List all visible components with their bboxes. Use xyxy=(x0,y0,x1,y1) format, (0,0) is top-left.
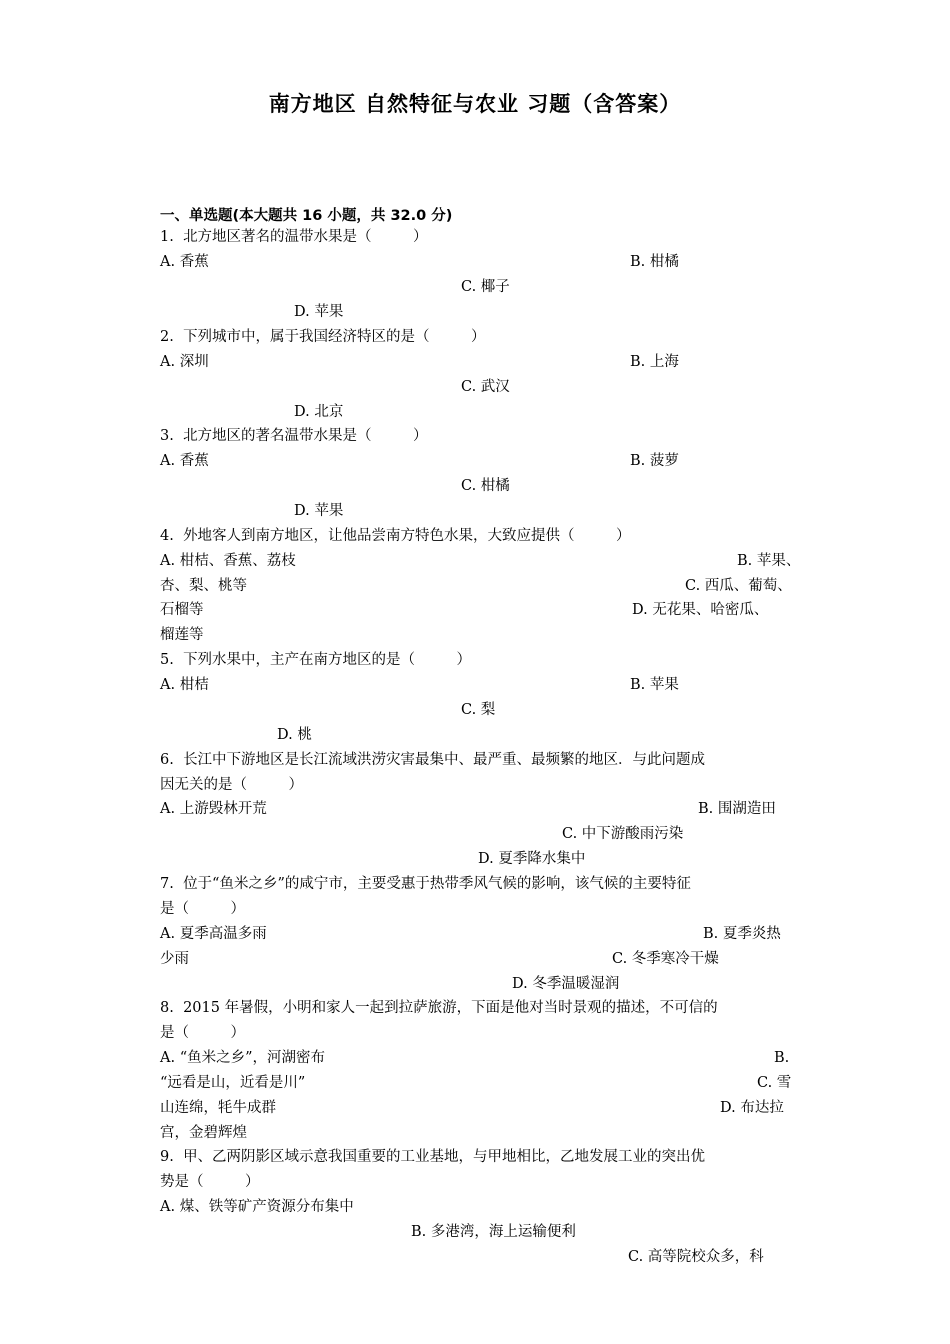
question-8-stem xyxy=(160,999,718,1017)
question-text: 长江中下游地区是长江流域洪涝灾害最集中、最严重、最频繁的地区．与此问题成 xyxy=(183,752,706,768)
question-3-stem xyxy=(160,427,428,445)
option-b[interactable]: B. 苹果、 xyxy=(737,553,801,569)
question-5-stem xyxy=(160,651,471,669)
question-number: 5. xyxy=(160,652,174,668)
question-4-stem xyxy=(160,527,631,545)
option-b-continued[interactable]: 少雨 xyxy=(160,951,189,967)
option-c[interactable]: C. 冬季寒冷干燥 xyxy=(612,951,719,967)
question-text: 下列水果中，主产在南方地区的是（ ） xyxy=(183,652,472,668)
question-1-stem xyxy=(160,228,428,246)
option-b[interactable]: B. xyxy=(774,1050,790,1066)
option-d[interactable]: D. 无花果、哈密瓜、 xyxy=(632,602,769,618)
option-c[interactable]: C. 西瓜、葡萄、 xyxy=(685,578,792,594)
option-b[interactable]: B. 菠萝 xyxy=(630,453,679,469)
option-a[interactable]: A. 深圳 xyxy=(160,354,209,370)
question-2-stem xyxy=(160,328,486,346)
option-a[interactable]: A. 夏季高温多雨 xyxy=(160,926,267,942)
option-b[interactable]: B. 柑橘 xyxy=(630,254,679,270)
option-b[interactable]: B. 围湖造田 xyxy=(698,801,776,817)
question-number: 9. xyxy=(160,1149,174,1165)
question-text: 北方地区的著名温带水果是（ ） xyxy=(183,428,428,444)
question-number: 1. xyxy=(160,229,174,245)
question-text: 北方地区著名的温带水果是（ ） xyxy=(183,229,428,245)
option-c-continued[interactable]: 山连绵，牦牛成群 xyxy=(160,1100,276,1116)
option-a[interactable]: A. 柑桔、香蕉、荔枝 xyxy=(160,553,296,569)
option-c[interactable]: C. 中下游酸雨污染 xyxy=(562,826,684,842)
option-b[interactable]: B. 多港湾，海上运输便利 xyxy=(411,1224,576,1240)
question-text: 下列城市中，属于我国经济特区的是（ ） xyxy=(183,329,486,345)
option-c[interactable]: C. 雪 xyxy=(757,1075,792,1091)
question-9-stem xyxy=(160,1148,705,1166)
option-c[interactable]: C. 高等院校众多，科 xyxy=(628,1249,764,1265)
option-c-continued[interactable]: 石榴等 xyxy=(160,602,204,618)
option-c[interactable]: C. 柑橘 xyxy=(461,478,510,494)
option-d[interactable]: D. 北京 xyxy=(294,404,344,420)
question-7-stem-continued: 是（ ） xyxy=(160,901,245,917)
option-d[interactable]: D. 夏季降水集中 xyxy=(478,851,586,867)
option-d-continued[interactable]: 宫，金碧辉煌 xyxy=(160,1125,247,1141)
question-number: 4. xyxy=(160,528,174,544)
option-b-continued[interactable]: “远看是山，近看是川” xyxy=(160,1075,306,1091)
question-7-stem xyxy=(160,875,691,893)
option-a[interactable]: A. 香蕉 xyxy=(160,453,209,469)
option-a[interactable]: A. 煤、铁等矿产资源分布集中 xyxy=(160,1199,354,1215)
option-a[interactable]: A. 上游毁林开荒 xyxy=(160,801,267,817)
option-a[interactable]: A. 柑桔 xyxy=(160,677,209,693)
question-number: 2. xyxy=(160,329,174,345)
option-d[interactable]: D. 冬季温暖湿润 xyxy=(512,976,620,992)
question-text: 2015 年暑假，小明和家人一起到拉萨旅游，下面是他对当时景观的描述，不可信的 xyxy=(183,1000,718,1016)
option-b[interactable]: B. 夏季炎热 xyxy=(703,926,781,942)
option-b-continued[interactable]: 杏、梨、桃等 xyxy=(160,578,247,594)
option-a[interactable]: A. “鱼米之乡”，河湖密布 xyxy=(160,1050,326,1066)
option-d[interactable]: D. 苹果 xyxy=(294,503,344,519)
question-8-stem-continued: 是（ ） xyxy=(160,1025,245,1041)
option-d[interactable]: D. 桃 xyxy=(277,727,312,743)
option-d-continued[interactable]: 榴莲等 xyxy=(160,627,204,643)
option-c[interactable]: C. 椰子 xyxy=(461,279,510,295)
question-number: 3. xyxy=(160,428,174,444)
question-text: 外地客人到南方地区，让他品尝南方特色水果，大致应提供（ ） xyxy=(183,528,631,544)
question-number: 8. xyxy=(160,1000,174,1016)
document-title: 南方地区 自然特征与农业 习题（含答案） xyxy=(268,92,682,116)
question-number: 7. xyxy=(160,876,174,892)
question-6-stem xyxy=(160,751,705,769)
option-c[interactable]: C. 梨 xyxy=(461,702,496,718)
option-d[interactable]: D. 布达拉 xyxy=(720,1100,784,1116)
question-6-stem-continued: 因无关的是（ ） xyxy=(160,777,303,793)
question-text: 甲、乙两阴影区域示意我国重要的工业基地，与甲地相比，乙地发展工业的突出优 xyxy=(183,1149,706,1165)
question-9-stem-continued: 势是（ ） xyxy=(160,1174,260,1190)
option-a[interactable]: A. 香蕉 xyxy=(160,254,209,270)
option-b[interactable]: B. 苹果 xyxy=(630,677,679,693)
option-c[interactable]: C. 武汉 xyxy=(461,379,510,395)
question-text: 位于“鱼米之乡”的咸宁市，主要受惠于热带季风气候的影响，该气候的主要特征 xyxy=(183,876,691,892)
question-number: 6. xyxy=(160,752,174,768)
option-d[interactable]: D. 苹果 xyxy=(294,304,344,320)
section-heading: 一、单选题(本大题共 16 小题，共 32.0 分) xyxy=(160,208,453,224)
option-b[interactable]: B. 上海 xyxy=(630,354,679,370)
